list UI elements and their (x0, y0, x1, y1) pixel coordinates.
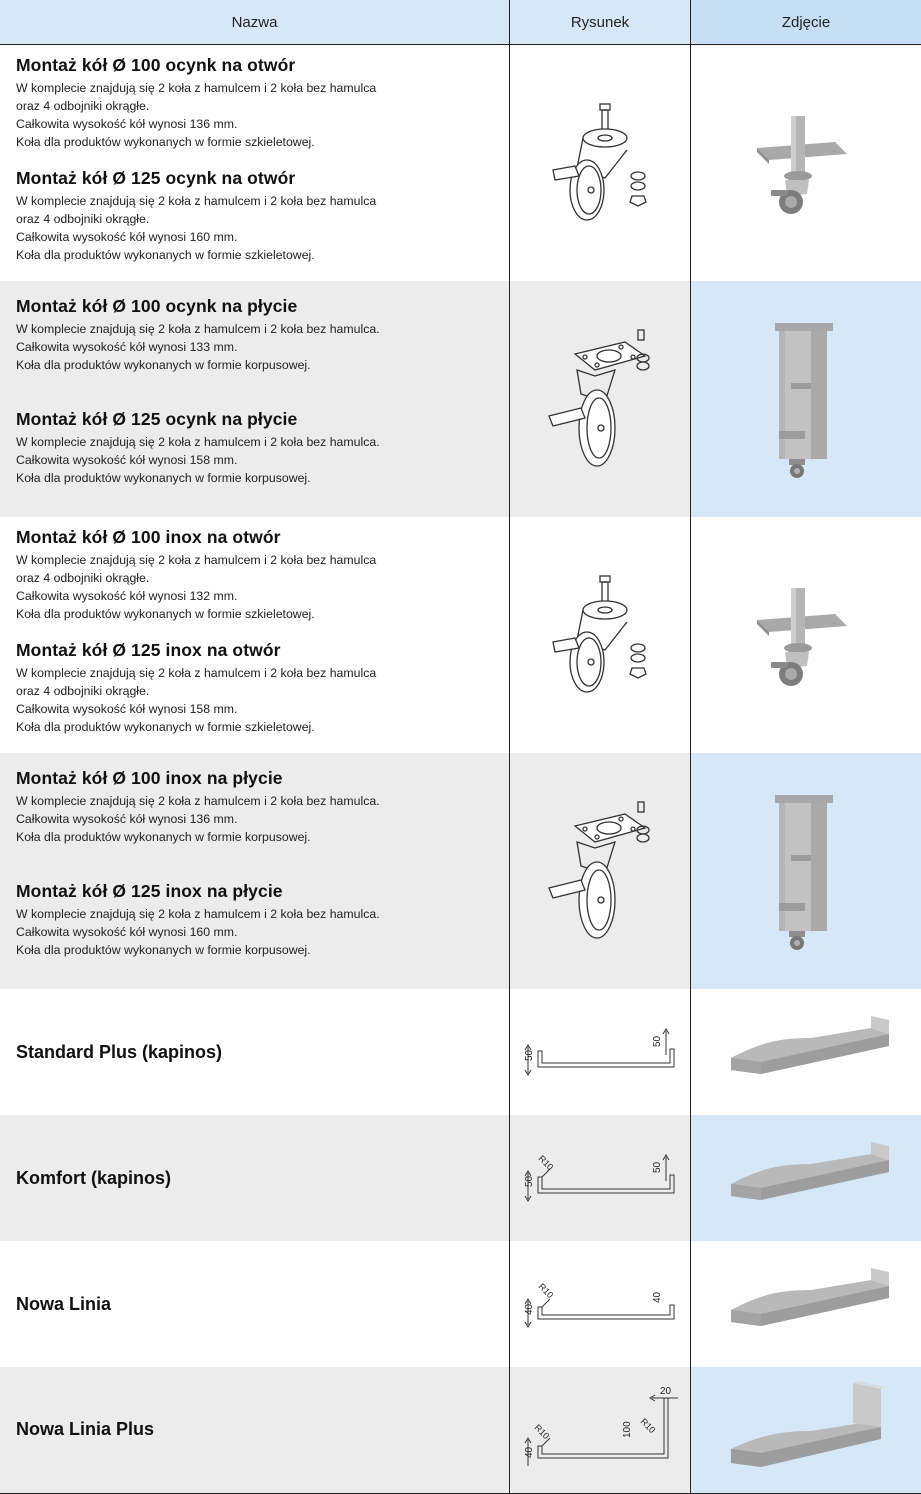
profile-name: Nowa Linia (0, 1241, 510, 1367)
product-desc-line: W komplecie znajdują się 2 koła z hamulcem i 2 koła bez hamulca (16, 664, 493, 682)
product-entry (16, 291, 493, 404)
dim-radius: R10 (533, 1422, 552, 1441)
dim-right: 50 (652, 1161, 663, 1173)
product-desc-line: W komplecie znajdują się 2 koła z hamulcem i 2 koła bez hamulca (16, 551, 493, 569)
drawing-cell (510, 1367, 691, 1493)
product-title: Montaż kół Ø 125 ocynk na płycie (16, 409, 493, 430)
photo-cell (691, 1115, 921, 1241)
product-desc-line: Koła dla produktów wykonanych w formie szkieletowej. (16, 605, 493, 623)
product-entry (16, 640, 493, 753)
product-desc-line: W komplecie znajdują się 2 koła z hamulcem i 2 koła bez hamulca (16, 192, 493, 210)
caster-bolt-photo-icon (751, 108, 861, 218)
caster-bolt-photo-icon (751, 580, 861, 690)
dim-left: 50 (524, 1049, 535, 1061)
drawing-cell (510, 753, 691, 989)
name-cell (0, 45, 510, 282)
table-row (0, 753, 921, 989)
dim-radius: R10 (537, 1153, 556, 1172)
product-desc-line: W komplecie znajdują się 2 koła z hamulcem i 2 koła bez hamulca (16, 79, 493, 97)
name-cell (0, 753, 510, 989)
table-row (0, 281, 921, 517)
photo-cell (691, 281, 921, 517)
product-entry (16, 876, 493, 989)
caster-plate-photo-icon (761, 319, 851, 479)
product-desc-line: Całkowita wysokość kół wynosi 160 mm. (16, 923, 493, 941)
profile-drawing-icon (520, 1269, 680, 1339)
dim-left: 50 (524, 1175, 535, 1187)
product-desc-line: Całkowita wysokość kół wynosi 136 mm. (16, 115, 493, 133)
dim-left: 40 (524, 1446, 535, 1458)
product-desc-line: Koła dla produktów wykonanych w formie szkieletowej. (16, 718, 493, 736)
product-desc-line: oraz 4 odbojniki okrągłe. (16, 569, 493, 587)
caster-plate-drawing-icon (545, 796, 655, 946)
profile-drawing-icon (520, 1382, 680, 1478)
table-row (0, 1115, 921, 1241)
product-entry (16, 763, 493, 876)
worktop-photo-icon (721, 1375, 891, 1485)
table-header (0, 0, 921, 45)
product-desc-line: Koła dla produktów wykonanych w formie szkieletowej. (16, 246, 493, 264)
drawing-cell (510, 517, 691, 753)
header-drawing: Rysunek (510, 0, 691, 45)
profile-name: Komfort (kapinos) (0, 1115, 510, 1241)
profile-drawing-icon (520, 1017, 680, 1087)
profile-name: Nowa Linia Plus (0, 1367, 510, 1493)
photo-cell (691, 1367, 921, 1493)
product-entry (16, 55, 493, 168)
photo-cell (691, 517, 921, 753)
photo-cell (691, 989, 921, 1115)
product-desc-line: Całkowita wysokość kół wynosi 133 mm. (16, 338, 493, 356)
caster-plate-drawing-icon (545, 324, 655, 474)
product-desc-line: W komplecie znajdują się 2 koła z hamulcem i 2 koła bez hamulca. (16, 792, 493, 810)
photo-cell (691, 45, 921, 282)
table-row (0, 517, 921, 753)
worktop-photo-icon (721, 1264, 891, 1344)
product-desc-line: Całkowita wysokość kół wynosi 132 mm. (16, 587, 493, 605)
dim-right: 40 (652, 1291, 663, 1303)
product-title: Montaż kół Ø 100 ocynk na płycie (16, 296, 493, 317)
table-row (0, 1367, 921, 1493)
name-cell (0, 517, 510, 753)
product-title: Montaż kół Ø 125 inox na płycie (16, 881, 493, 902)
photo-cell (691, 1241, 921, 1367)
product-desc-line: Koła dla produktów wykonanych w formie korpusowej. (16, 941, 493, 959)
photo-cell (691, 753, 921, 989)
drawing-cell (510, 1241, 691, 1367)
drawing-cell (510, 45, 691, 282)
product-entry (16, 527, 493, 640)
product-title: Montaż kół Ø 100 inox na otwór (16, 527, 493, 548)
product-desc-line: oraz 4 odbojniki okrągłe. (16, 682, 493, 700)
table-row (0, 45, 921, 282)
product-desc-line: W komplecie znajdują się 2 koła z hamulcem i 2 koła bez hamulca. (16, 320, 493, 338)
product-desc-line: Koła dla produktów wykonanych w formie korpusowej. (16, 356, 493, 374)
product-desc-line: Całkowita wysokość kół wynosi 158 mm. (16, 700, 493, 718)
product-desc-line: Całkowita wysokość kół wynosi 158 mm. (16, 451, 493, 469)
caster-bolt-drawing-icon (545, 98, 655, 228)
product-desc-line: Koła dla produktów wykonanych w formie korpusowej. (16, 469, 493, 487)
product-title: Montaż kół Ø 125 ocynk na otwór (16, 168, 493, 189)
drawing-cell (510, 281, 691, 517)
caster-bolt-drawing-icon (545, 570, 655, 700)
product-entry (16, 168, 493, 281)
dim-back: 100 (622, 1421, 633, 1438)
header-photo: Zdjęcie (691, 0, 921, 45)
dim-radius: R10 (537, 1281, 556, 1300)
profile-name: Standard Plus (kapinos) (0, 989, 510, 1115)
product-desc-line: W komplecie znajdują się 2 koła z hamulcem i 2 koła bez hamulca. (16, 905, 493, 923)
drawing-cell (510, 989, 691, 1115)
table-row (0, 989, 921, 1115)
product-desc-line: oraz 4 odbojniki okrągłe. (16, 97, 493, 115)
header-name: Nazwa (0, 0, 510, 45)
product-title: Montaż kół Ø 125 inox na otwór (16, 640, 493, 661)
product-desc-line: Koła dla produktów wykonanych w formie szkieletowej. (16, 133, 493, 151)
dim-radius2: R10 (639, 1416, 658, 1435)
worktop-photo-icon (721, 1138, 891, 1218)
product-desc-line: Koła dla produktów wykonanych w formie korpusowej. (16, 828, 493, 846)
name-cell (0, 281, 510, 517)
drawing-cell (510, 1115, 691, 1241)
product-title: Montaż kół Ø 100 ocynk na otwór (16, 55, 493, 76)
worktop-photo-icon (721, 1012, 891, 1092)
product-title: Montaż kół Ø 100 inox na płycie (16, 768, 493, 789)
dim-right: 50 (652, 1035, 663, 1047)
dim-left: 40 (524, 1303, 535, 1315)
dim-top: 20 (660, 1386, 672, 1397)
product-entry (16, 404, 493, 517)
product-desc-line: oraz 4 odbojniki okrągłe. (16, 210, 493, 228)
profile-drawing-icon (520, 1143, 680, 1213)
caster-plate-photo-icon (761, 791, 851, 951)
product-desc-line: Całkowita wysokość kół wynosi 136 mm. (16, 810, 493, 828)
product-desc-line: Całkowita wysokość kół wynosi 160 mm. (16, 228, 493, 246)
table-row (0, 1241, 921, 1367)
product-desc-line: W komplecie znajdują się 2 koła z hamulcem i 2 koła bez hamulca. (16, 433, 493, 451)
